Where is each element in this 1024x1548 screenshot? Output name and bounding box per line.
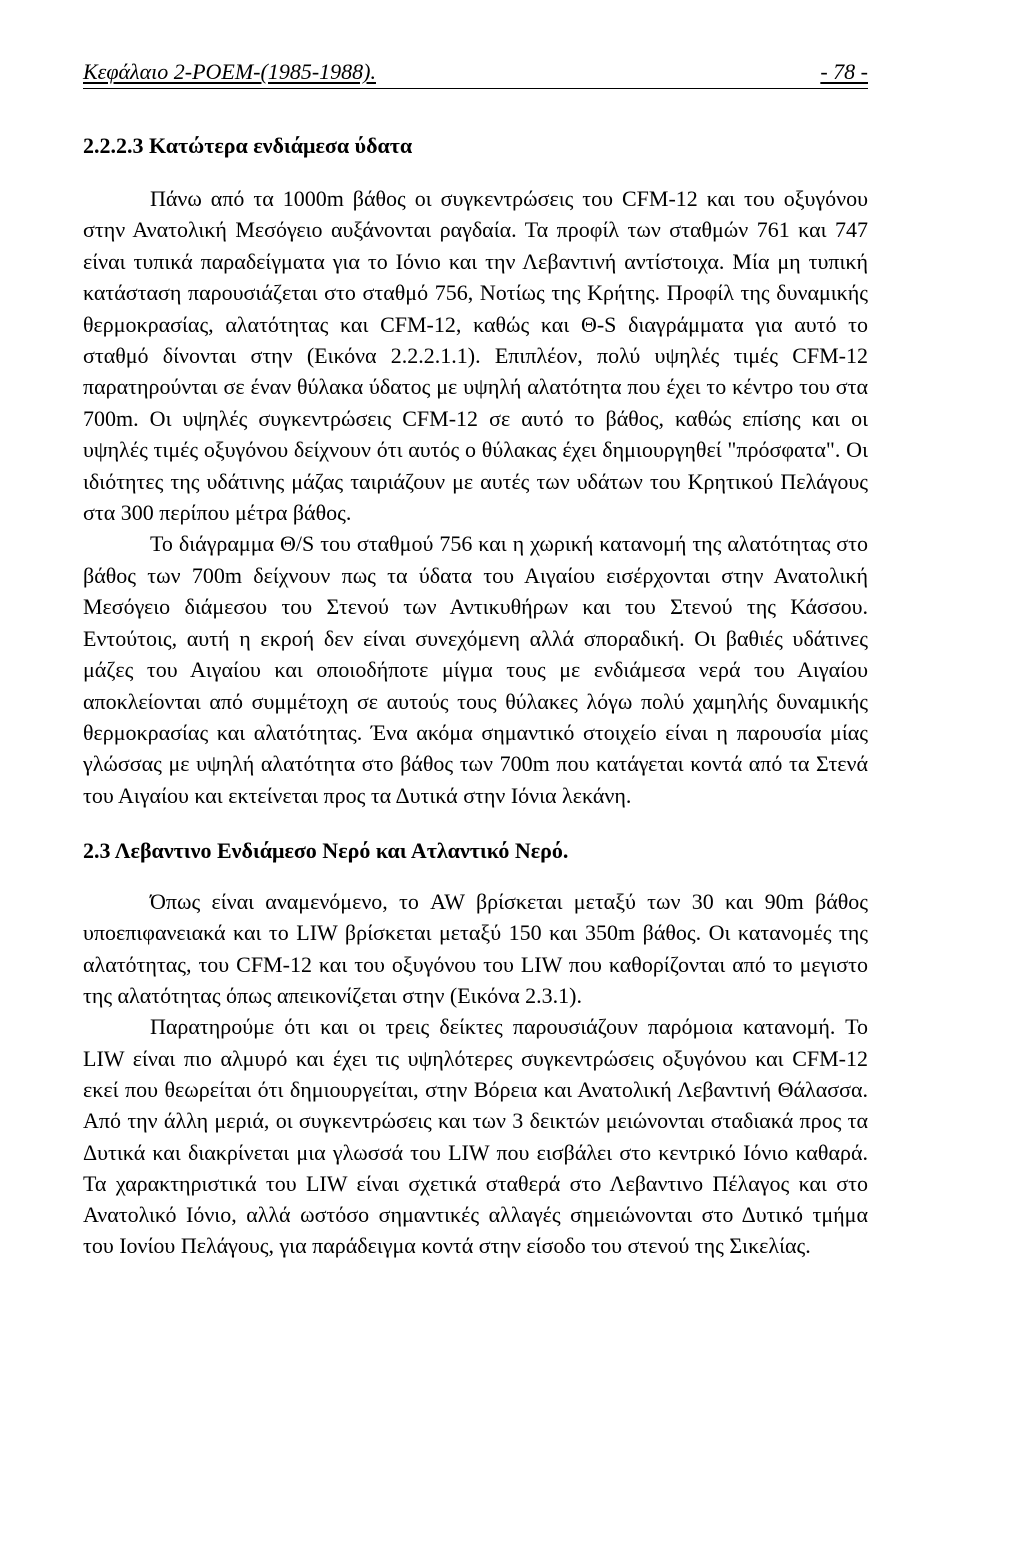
section-heading-2-2-2-3: 2.2.2.3 Κατώτερα ενδιάμεσα ύδατα	[83, 133, 413, 158]
page-number: - 78 -	[820, 59, 868, 84]
paragraph: Το διάγραμμα Θ/S του σταθμού 756 και η χωρική κατανομή της αλατότητας στο βάθος των 700m δείχνουν πως τα ύδατα του Αιγαίου εισέρχονται στην Ανατολική Μεσόγειο διάμεσου του Στενού των Αντικυθήρων και του Στενού της Κάσσου. Εντούτοις, αυτή η εκροή δεν είναι συνεχόμενη αλλά σποραδική. Οι βαθιές υδάτινες μάζες του Αιγαίου και οποιοδήποτε μίγμα τους με ενδιάμεσα νερά του Αιγαίου αποκλείονται από συμμέτοχη σε αυτούς τους θύλακες λόγω πολύ χαμηλής δυναμικής θερμοκρασίας και αλατότητας. Ένα ακόμα σημαντικό στοιχείο είναι η παρουσία μίας γλώσσας με υψηλή αλατότητα στο βάθος των 700m που κατάγεται κοντά από τα Στενά του Αιγαίου και εκτείνεται προς τα Δυτικά στην Ιόνια λεκάνη.	[83, 531, 868, 808]
paragraph: Παρατηρούμε ότι και οι τρεις δείκτες παρουσιάζουν παρόμοια κατανομή. Το LIW είναι πιο αλμυρό και έχει τις υψηλότερες συγκεντρώσεις οξυγόνου και CFM-12 εκεί που θεωρείται ότι δημιουργείται, στην Βόρεια και Ανατολική Λεβαντινή Θάλασσα. Από την άλλη μεριά, οι συγκεντρώσεις και των 3 δεικτών μειώνονται σταδιακά προς τα Δυτικά και διακρίνεται μια γλωσσά του LIW που εισβάλει στο κεντρικό Ιόνιο καθαρά. Τα χαρακτηριστικά του LIW είναι σχετικά σταθερά στο Λεβαντινο Πέλαγος και στο Ανατολικό Ιόνιο, αλλά ωστόσο σημαντικές αλλαγές σημειώνονται στο Δυτικό τμήμα του Ιονίου Πελάγους, για παράδειγμα κοντά στην είσοδο του στενού της Σικελίας.	[83, 1014, 868, 1259]
paragraph: Πάνω από τα 1000m βάθος οι συγκεντρώσεις του CFM-12 και του οξυγόνου στην Ανατολική Μεσόγειο αυξάνονται ραγδαία. Τα προφίλ των σταθμών 761 και 747 είναι τυπικά παραδείγματα για το Ιόνιο και την Λεβαντινή αντίστοιχα. Μία μη τυπική κατάσταση παρουσιάζεται στο σταθμό 756, Νοτίως της Κρήτης. Προφίλ της δυναμικής θερμοκρασίας, αλατότητας και CFM-12, καθώς και Θ-S διαγράμματα για αυτό το σταθμό δίνονται στην (Εικόνα 2.2.2.1.1). Επιπλέον, πολύ υψηλές τιμές CFM-12 παρατηρούνται σε έναν θύλακα ύδατος με υψηλή αλατότητα που έχει το κέντρο του στα 700m. Οι υψηλές συγκεντρώσεις CFM-12 σε αυτό το βάθος, καθώς επίσης και οι υψηλές τιμές οξυγόνου δείχνουν ότι αυτός ο θύλακας έχει δημιουργηθεί "πρόσφατα". Οι ιδιότητες της υδάτινης μάζας ταιριάζουν με αυτές των υδάτων του Κρητικού Πελάγους στα 300 περίπου μέτρα βάθος.	[83, 186, 868, 526]
section-body-2-2-2-3	[83, 183, 868, 811]
running-header	[83, 58, 868, 89]
section-body-2-3	[83, 886, 868, 1262]
section-heading-2-3: 2.3 Λεβαντινο Ενδιάμεσο Νερό και Ατλαντικό Νερό.	[83, 838, 569, 864]
paragraph: Όπως είναι αναμενόμενο, το AW βρίσκεται μεταξύ των 30 και 90m βάθος υποεπιφανειακά και το LIW βρίσκεται μεταξύ 150 και 350m βάθος. Οι κατανομές της αλατότητας, του CFM-12 και του οξυγόνου του LIW που καθορίζονται από το μεγιστο της αλατότητας όπως απεικονίζεται στην (Εικόνα 2.3.1).	[83, 889, 868, 1009]
document-page	[83, 58, 868, 1262]
chapter-title: Κεφάλαιο 2-ΡΟΕΜ-(1985-1988).	[83, 59, 376, 84]
